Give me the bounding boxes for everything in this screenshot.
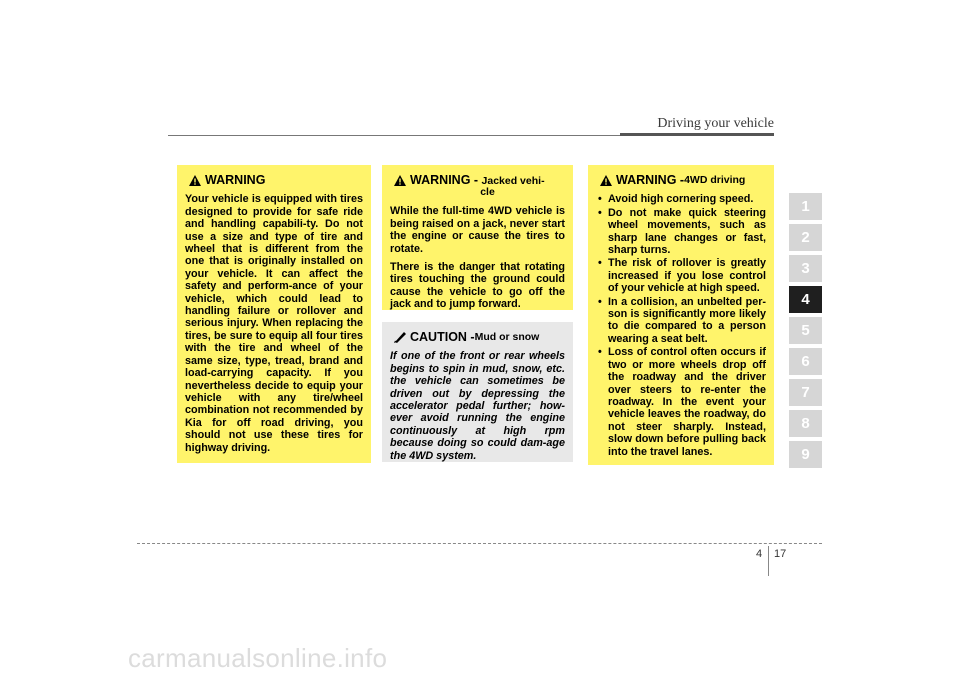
warning-label: WARNING -	[616, 173, 685, 187]
chapter-tab-2[interactable]: 2	[789, 224, 822, 251]
chapter-tab-3[interactable]: 3	[789, 255, 822, 282]
warning-jacked-paragraph-1: While the full-time 4WD vehicle is being raised on a jack, never start the engine or cause the tires to rotate.	[390, 205, 565, 255]
warning-4wd-heading	[596, 174, 766, 186]
warning-subheading-cont: cle	[480, 186, 495, 199]
warning-tires-body: Your vehicle is equipped with tires designed to provide for safe ride and handling capabili-ty. Do not use a size and type of tire and wheel that is different from the one that is originally installed on your vehicle. It can affect the safety and perform-ance of your vehicle, which could lead to handling failure or rollover and serious injury. When replacing the tires, be sure to equip all four tires with the tire and wheel of the same size, type, tread, brand and load-carrying capacity. If you nevertheless decide to equip your vehicle with any tire/wheel combination not recommended by Kia for off road driving, you should not use these tires for highway driving.	[185, 193, 363, 454]
warning-subheading: 4WD driving	[684, 174, 746, 186]
warning-triangle-icon	[189, 175, 201, 186]
list-item: • Loss of control often occurs if two or more wheels drop off the roadway and the driver over steers to re-enter the roadway. In the event your vehicle leaves the roadway, do not steer sharply. Instead, slow down before pulling back into the travel lanes.	[596, 346, 766, 458]
list-item: • Avoid high cornering speed.	[596, 193, 766, 205]
warning-4wd-box	[588, 165, 774, 465]
warning-triangle-icon	[394, 175, 406, 186]
list-item: • In a collision, an unbelted per-son is significantly more likely to die compared to a person wearing a seat belt.	[596, 296, 766, 346]
warning-tires-heading	[185, 174, 363, 186]
chapter-tab-5[interactable]: 5	[789, 317, 822, 344]
chapter-tab-1[interactable]: 1	[789, 193, 822, 220]
footer-divider	[768, 546, 769, 576]
caution-mud-box	[382, 322, 573, 462]
chapter-tab-6[interactable]: 6	[789, 348, 822, 375]
warning-triangle-icon	[600, 175, 612, 186]
caution-pencil-icon	[394, 332, 406, 343]
warning-subheading: Jacked vehi-	[481, 175, 545, 187]
chapter-tabs	[789, 193, 822, 472]
watermark: carmanualsonline.info	[128, 643, 388, 673]
list-item: • The risk of rollover is greatly increased if you lose control of your vehicle at high speed.	[596, 257, 766, 294]
list-item: • Do not make quick steering wheel movements, such as sharp lane changes or fast, sharp turns.	[596, 207, 766, 257]
warning-label: WARNING	[205, 173, 266, 187]
header-rule-accent	[620, 133, 774, 136]
page-header-title: Driving your vehicle	[657, 116, 774, 131]
warning-4wd-list	[596, 193, 766, 458]
warning-jacked-body	[390, 205, 565, 310]
chapter-tab-9[interactable]: 9	[789, 441, 822, 468]
caution-subheading: Mud or snow	[474, 331, 540, 343]
warning-jacked-heading	[390, 174, 565, 198]
footer-chapter-number: 4	[756, 548, 763, 560]
warning-jacked-box	[382, 165, 573, 310]
footer-page-number: 17	[774, 548, 787, 560]
warning-jacked-paragraph-2: There is the danger that rotating tires touching the ground could cause the vehicle to go off the jack and to jump forward.	[390, 261, 565, 311]
chapter-tab-4[interactable]: 4	[789, 286, 822, 313]
footer-rule	[137, 543, 822, 544]
caution-mud-heading	[390, 331, 565, 343]
caution-mud-body: If one of the front or rear wheels begins to spin in mud, snow, etc. the vehicle can sometimes be driven out by depressing the accelerator pedal further; how-ever avoid running the engine continuously at high rpm because doing so could dam-age the 4WD system.	[390, 350, 565, 462]
chapter-tab-7[interactable]: 7	[789, 379, 822, 406]
warning-label: WARNING -	[410, 173, 482, 187]
warning-tires-box	[177, 165, 371, 463]
caution-label: CAUTION -	[410, 330, 475, 344]
chapter-tab-8[interactable]: 8	[789, 410, 822, 437]
